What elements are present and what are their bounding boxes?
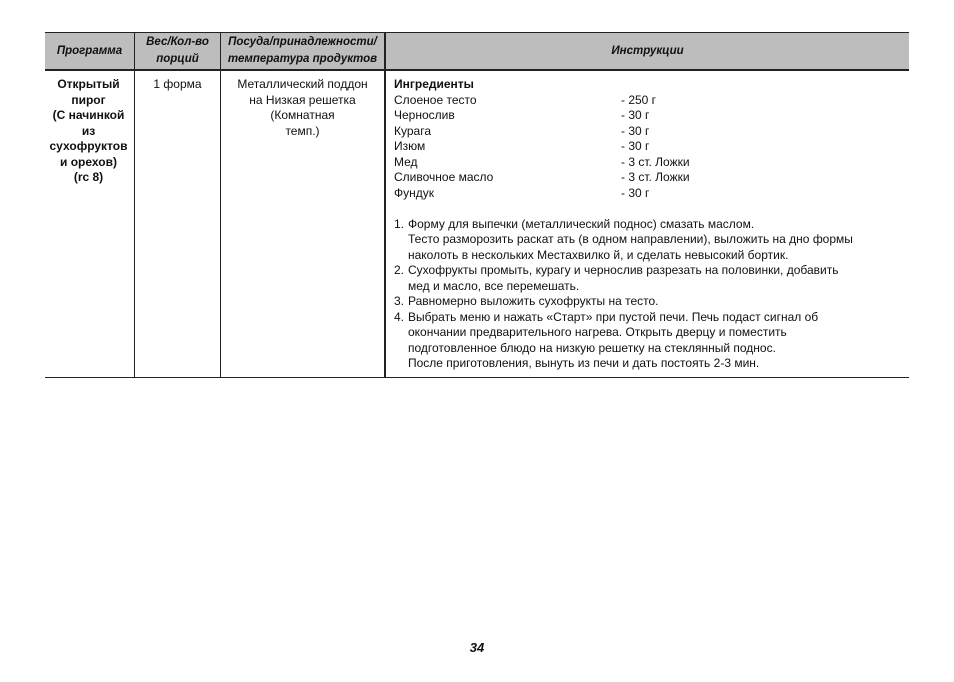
ingredient-name: Слоеное тесто bbox=[394, 92, 477, 107]
portion-cell bbox=[135, 71, 221, 377]
ingredient-name: Курага bbox=[394, 123, 431, 138]
program-line: и орехов) bbox=[60, 154, 117, 169]
ingredient-qty: - 250 г bbox=[621, 92, 657, 107]
program-line: из bbox=[81, 123, 96, 138]
cookware-cell bbox=[221, 71, 386, 377]
step-number: 2. bbox=[394, 263, 405, 277]
ingredient-item bbox=[394, 108, 909, 124]
ingredient-qty: - 30 г bbox=[621, 185, 650, 200]
table-row bbox=[45, 71, 909, 378]
ingredient-item bbox=[394, 93, 909, 109]
program-line: (rc 8) bbox=[73, 170, 104, 184]
step-line: мед и масло, все перемешать. bbox=[408, 278, 580, 293]
ingredient-item bbox=[394, 155, 909, 171]
step-line: Форму для выпечки (металлический поднос) смазать маслом. bbox=[408, 216, 755, 231]
ingredient-item bbox=[394, 124, 909, 140]
ingredient-name: Изюм bbox=[394, 139, 426, 153]
header-weight-line: порций bbox=[156, 53, 199, 65]
step-line: После приготовления, вынуть из печи и дать постоять 2-3 мин. bbox=[408, 356, 760, 370]
ingredient-qty: - 30 г bbox=[621, 123, 650, 138]
step-line: Выбрать меню и нажать «Старт» при пустой печи. Печь подаст сигнал об bbox=[408, 309, 819, 324]
header-cookware bbox=[221, 33, 386, 69]
program-line: сухофруктов bbox=[49, 139, 128, 153]
page-number: 34 bbox=[469, 640, 485, 655]
portion-value: 1 форма bbox=[153, 77, 202, 91]
ingredient-qty: - 3 ст. Ложки bbox=[621, 154, 690, 169]
step-number: 3. bbox=[394, 294, 405, 308]
step-line: наколоть в нескольких Местахвилко й, и сделать невысокий бортик. bbox=[408, 247, 789, 262]
program-cell bbox=[45, 71, 135, 377]
step-line: Сухофрукты промыть, курагу и чернослив разрезать на половинки, добавить bbox=[408, 263, 839, 277]
ingredients-title: Ингредиенты bbox=[394, 77, 474, 91]
header-weight bbox=[135, 33, 221, 69]
table-header bbox=[45, 32, 909, 71]
header-program-label: Программа bbox=[56, 44, 123, 57]
step-item bbox=[394, 310, 909, 372]
step-item bbox=[394, 294, 909, 310]
header-program bbox=[45, 33, 135, 69]
cookware-line: (Комнатная bbox=[270, 108, 335, 122]
header-cookware-line: Посуда/принадлежности/ bbox=[228, 36, 377, 48]
step-item bbox=[394, 217, 909, 264]
ingredient-qty: - 3 ст. Ложки bbox=[621, 170, 690, 184]
ingredient-item bbox=[394, 186, 909, 202]
ingredient-item bbox=[394, 139, 909, 155]
ingredient-name: Фундук bbox=[394, 185, 435, 200]
program-line: (С начинкой bbox=[52, 108, 125, 122]
program-line: пирог bbox=[71, 92, 106, 107]
cookware-line: темп.) bbox=[285, 123, 320, 138]
header-cookware-line: температура продуктов bbox=[227, 53, 378, 65]
step-number: 1. bbox=[394, 216, 405, 231]
ingredient-qty: - 30 г bbox=[621, 108, 650, 122]
program-line: Открытый bbox=[57, 77, 120, 91]
ingredient-item bbox=[394, 170, 909, 186]
header-weight-line: Вес/Кол-во bbox=[146, 36, 209, 48]
cookware-line: на Низкая решетка bbox=[249, 92, 356, 107]
step-number: 4. bbox=[394, 309, 405, 324]
instructions-cell bbox=[386, 71, 909, 377]
recipe-table bbox=[45, 32, 909, 378]
header-instructions bbox=[386, 33, 909, 69]
cookware-line: Металлический поддон bbox=[237, 77, 368, 91]
step-line: Тесто разморозить раскат ать (в одном направлении), выложить на дно формы bbox=[408, 232, 853, 246]
step-line: Равномерно выложить сухофрукты на тесто. bbox=[408, 294, 659, 308]
header-instructions-label: Инструкции bbox=[611, 44, 684, 57]
ingredient-name: Мед bbox=[394, 154, 418, 169]
steps-list bbox=[394, 217, 909, 372]
ingredient-name: Чернослив bbox=[394, 108, 455, 122]
ingredient-qty: - 30 г bbox=[621, 139, 650, 153]
step-line: окончании предварительного нагрева. Открыть дверцу и поместить bbox=[408, 325, 787, 339]
step-item bbox=[394, 263, 909, 294]
step-line: подготовленное блюдо на низкую решетку на стеклянный поднос. bbox=[408, 340, 776, 355]
ingredient-name: Сливочное масло bbox=[394, 170, 494, 184]
